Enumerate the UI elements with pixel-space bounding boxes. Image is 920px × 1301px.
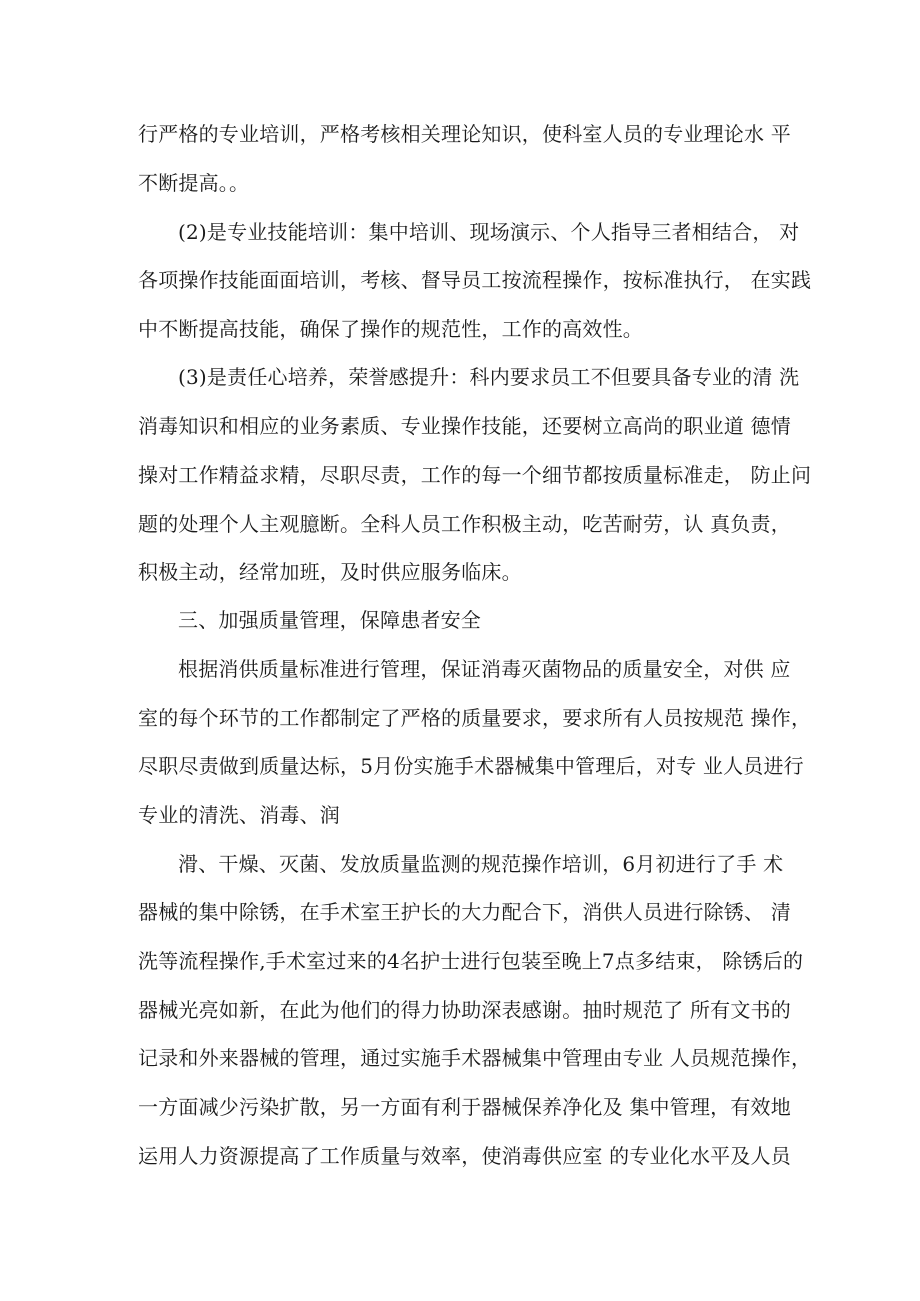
text-line: 专业的清洗、消毒、润	[138, 803, 340, 827]
text-line: (2)是专业技能培训：集中培训、现场演示、个人指导三者相结合， 对	[178, 220, 800, 244]
section-heading: 三、加强质量管理，保障患者安全	[178, 608, 481, 632]
text-line: 一方面减少污染扩散，另一方面有利于器械保养净化及 集中管理，有效地	[138, 1095, 791, 1119]
text-line: 滑、干燥、灭菌、发放质量监测的规范操作培训，6月初进行了手 术	[178, 852, 784, 876]
text-line: 室的每个环节的工作都制定了严格的质量要求，要求所有人员按规范 操作，	[138, 706, 812, 730]
text-line: 运用人力资源提高了工作质量与效率，使消毒供应室 的专业化水平及人员	[138, 1144, 791, 1168]
text-line: 尽职尽责做到质量达标，5月份实施手术器械集中管理后，对专 业人员进行	[138, 754, 804, 778]
text-line: 消毒知识和相应的业务素质、专业操作技能，还要树立高尚的职业道 德情	[138, 414, 791, 438]
text-line: 器械的集中除锈，在手术室王护长的大力配合下，消供人员进行除锈、 清	[138, 900, 791, 924]
text-line: 积极主动，经常加班，及时供应服务临床。	[138, 560, 522, 584]
text-line: 器械光亮如新，在此为他们的得力协助深表感谢。抽时规范了 所有文书的	[138, 998, 791, 1022]
text-line: 操对工作精益求精，尽职尽责，工作的每一个细节都按质量标准走， 防止问	[138, 463, 812, 487]
text-line: (3)是责任心培养，荣誉感提升：科内要求员工不但要具备专业的清 洗	[178, 365, 800, 389]
text-line: 行严格的专业培训，严格考核相关理论知识，使科室人员的专业理论水 平	[138, 122, 791, 146]
text-line: 不断提高。。	[138, 171, 250, 195]
text-line: 中不断提高技能，确保了操作的规范性，工作的高效性。	[138, 317, 643, 341]
text-line: 题的处理个人主观臆断。全科人员工作积极主动，吃苦耐劳，认 真负责，	[138, 512, 791, 536]
text-line: 各项操作技能面面培训，考核、督导员工按流程操作，按标准执行， 在实践	[138, 268, 812, 292]
text-line: 洗等流程操作,手术室过来的4名护士进行包装至晚上7点多结束， 除锈后的	[138, 949, 804, 973]
text-line: 记录和外来器械的管理，通过实施手术器械集中管理由专业 人员规范操作，	[138, 1046, 812, 1070]
text-line: 根据消供质量标准进行管理，保证消毒灭菌物品的质量安全，对供 应	[178, 657, 791, 681]
